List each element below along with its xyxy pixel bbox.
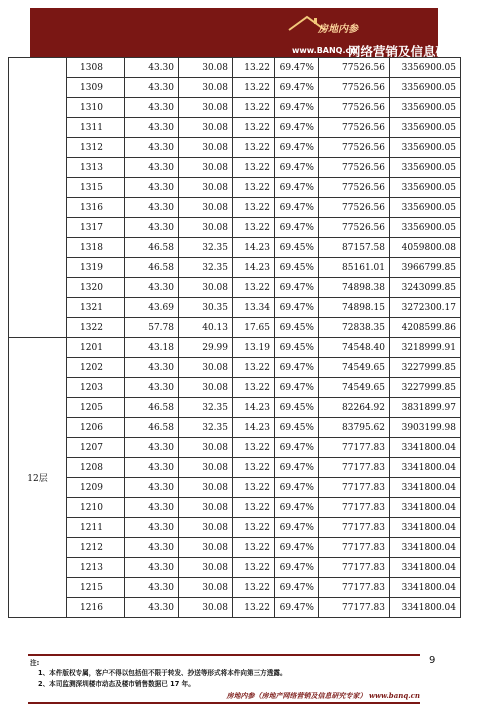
table-cell: 3341800.04 [390,458,461,478]
table-cell: 69.45% [275,238,319,258]
table-cell: 14.23 [233,418,275,438]
table-cell: 77526.56 [319,118,390,138]
table-cell: 30.08 [179,598,233,618]
table-cell: 3272300.17 [390,298,461,318]
table-cell: 3356900.05 [390,58,461,78]
table-cell: 57.78 [125,318,179,338]
table-cell: 69.47% [275,538,319,558]
table-cell: 30.08 [179,138,233,158]
table-cell: 3341800.04 [390,558,461,578]
table-cell: 69.45% [275,418,319,438]
table-cell: 13.22 [233,358,275,378]
table-cell: 1310 [67,98,125,118]
table-cell: 77177.83 [319,438,390,458]
table-cell: 1319 [67,258,125,278]
table-cell: 30.08 [179,498,233,518]
table-cell: 69.47% [275,198,319,218]
table-cell: 17.65 [233,318,275,338]
table-cell: 14.23 [233,398,275,418]
table-cell: 69.47% [275,478,319,498]
table-cell: 74898.38 [319,278,390,298]
table-cell: 13.34 [233,298,275,318]
table-cell: 1202 [67,358,125,378]
table-cell: 69.47% [275,378,319,398]
note-label: 注: [30,659,40,667]
table-cell: 3356900.05 [390,98,461,118]
table-cell: 3831899.97 [390,398,461,418]
table-cell: 30.08 [179,198,233,218]
table-cell: 3356900.05 [390,118,461,138]
table-cell: 1206 [67,418,125,438]
table-cell: 30.08 [179,58,233,78]
table-cell: 3341800.04 [390,498,461,518]
table-cell: 32.35 [179,258,233,278]
table-cell: 43.18 [125,338,179,358]
table-cell: 69.47% [275,358,319,378]
table-row [9,278,461,298]
table-cell: 77526.56 [319,158,390,178]
table-row [9,158,461,178]
table-cell: 4208599.86 [390,318,461,338]
table-cell: 30.08 [179,458,233,478]
table-row [9,378,461,398]
table-cell: 43.30 [125,478,179,498]
table-row [9,258,461,278]
table-cell: 43.30 [125,138,179,158]
table-cell: 77526.56 [319,78,390,98]
table-cell: 3218999.91 [390,338,461,358]
table-cell: 43.30 [125,598,179,618]
table-cell: 77177.83 [319,598,390,618]
table-cell: 13.22 [233,598,275,618]
table-cell: 69.45% [275,398,319,418]
table-cell: 3341800.04 [390,538,461,558]
table-row [9,178,461,198]
table-cell: 69.47% [275,298,319,318]
table-row [9,518,461,538]
table-cell: 13.22 [233,158,275,178]
table-cell: 30.08 [179,118,233,138]
table-cell: 43.30 [125,498,179,518]
table-cell: 30.08 [179,538,233,558]
table-cell: 1316 [67,198,125,218]
table-cell: 13.22 [233,118,275,138]
table-cell: 30.08 [179,278,233,298]
table-cell: 30.08 [179,478,233,498]
table-cell: 43.69 [125,298,179,318]
table-row [9,498,461,518]
table-row [9,298,461,318]
table-cell: 1201 [67,338,125,358]
table-cell: 3356900.05 [390,198,461,218]
table-cell: 30.08 [179,518,233,538]
table-row [9,58,461,78]
table-cell: 13.22 [233,578,275,598]
note-line-2: 2、本司监测深圳楼市动态及楼市销售数据已 17 年。 [38,680,195,688]
header-banner [30,8,486,59]
table-cell: 77526.56 [319,98,390,118]
table-cell: 3227999.85 [390,378,461,398]
table-cell: 82264.92 [319,398,390,418]
table-cell: 77177.83 [319,458,390,478]
table-row [9,338,461,358]
table-cell: 43.30 [125,458,179,478]
table-cell: 1211 [67,518,125,538]
table-row [9,138,461,158]
note-line-1: 1、本件版权专属，客户不得以包括但不限于转发、抄送等形式将本件向第三方透露。 [38,669,287,677]
table-row [9,538,461,558]
table-cell: 30.08 [179,78,233,98]
page-number: 9 [429,655,436,666]
table-row [9,198,461,218]
table-cell: 43.30 [125,158,179,178]
floor-cell [9,58,67,338]
table-cell: 1321 [67,298,125,318]
table-row [9,578,461,598]
table-cell: 43.30 [125,358,179,378]
table-cell: 1308 [67,58,125,78]
table-cell: 3243099.85 [390,278,461,298]
table-cell: 1320 [67,278,125,298]
table-cell: 1312 [67,138,125,158]
table-cell: 69.47% [275,518,319,538]
table-cell: 30.08 [179,438,233,458]
table-cell: 77177.83 [319,578,390,598]
table-cell: 13.22 [233,78,275,98]
table-cell: 3356900.05 [390,178,461,198]
table-cell: 74898.15 [319,298,390,318]
table-cell: 14.23 [233,258,275,278]
table-cell: 29.99 [179,338,233,358]
table-cell: 3341800.04 [390,598,461,618]
table-cell: 69.45% [275,258,319,278]
table-cell: 13.22 [233,438,275,458]
table-cell: 13.22 [233,518,275,538]
table-cell: 43.30 [125,58,179,78]
table-cell: 13.22 [233,98,275,118]
table-row [9,558,461,578]
table-cell: 13.22 [233,138,275,158]
floor-cell: 12层 [9,338,67,618]
table-cell: 69.45% [275,318,319,338]
table-cell: 13.22 [233,278,275,298]
table-cell: 46.58 [125,398,179,418]
table-cell: 69.47% [275,78,319,98]
table-cell: 3356900.05 [390,138,461,158]
table-cell: 1207 [67,438,125,458]
table-cell: 43.30 [125,198,179,218]
table-cell: 69.47% [275,558,319,578]
table-cell: 43.30 [125,118,179,138]
table-row [9,318,461,338]
table-cell: 3341800.04 [390,578,461,598]
table-cell: 69.47% [275,438,319,458]
table-cell: 77177.83 [319,538,390,558]
table-cell: 69.47% [275,118,319,138]
table-cell: 13.22 [233,538,275,558]
table-cell: 1210 [67,498,125,518]
table-cell: 77526.56 [319,218,390,238]
table-cell: 85161.01 [319,258,390,278]
footer-brand: 房地内参（房地产网络营销及信息研究专家） www.banq.cn [226,691,420,700]
table-cell: 3966799.85 [390,258,461,278]
table-cell: 1208 [67,458,125,478]
table-cell: 74548.40 [319,338,390,358]
table-row [9,438,461,458]
table-cell: 69.47% [275,138,319,158]
table-cell: 13.22 [233,198,275,218]
table-cell: 69.47% [275,98,319,118]
table-row [9,478,461,498]
table-row [9,118,461,138]
table-cell: 69.47% [275,178,319,198]
table-cell: 77177.83 [319,518,390,538]
table-cell: 72838.35 [319,318,390,338]
table-cell: 77526.56 [319,178,390,198]
table-cell: 1215 [67,578,125,598]
table-cell: 69.47% [275,218,319,238]
table-cell: 43.30 [125,578,179,598]
table-cell: 74549.65 [319,358,390,378]
table-cell: 43.30 [125,278,179,298]
table-cell: 69.47% [275,578,319,598]
table-cell: 77177.83 [319,498,390,518]
table-cell: 30.35 [179,298,233,318]
table-cell: 30.08 [179,178,233,198]
table-cell: 77526.56 [319,58,390,78]
table-cell: 13.22 [233,58,275,78]
table-cell: 13.22 [233,218,275,238]
table-cell: 32.35 [179,238,233,258]
table-cell: 69.47% [275,158,319,178]
table-cell: 43.30 [125,178,179,198]
table-cell: 30.08 [179,378,233,398]
table-cell: 1212 [67,538,125,558]
table-cell: 32.35 [179,398,233,418]
table-cell: 1311 [67,118,125,138]
table-cell: 3341800.04 [390,438,461,458]
table-cell: 3341800.04 [390,478,461,498]
table-cell: 1313 [67,158,125,178]
table-cell: 13.22 [233,178,275,198]
table-cell: 1318 [67,238,125,258]
table-cell: 3903199.98 [390,418,461,438]
table-cell: 30.08 [179,358,233,378]
table-cell: 1317 [67,218,125,238]
brand-logo-text: 房地内参 [318,24,358,35]
table-row [9,398,461,418]
header-title: 网络营销及信息研究专家 [348,44,486,59]
table-row [9,98,461,118]
table-cell: 14.23 [233,238,275,258]
footer-notes [28,654,420,704]
table-cell: 30.08 [179,558,233,578]
site-url: www.BANQ.cn [292,46,356,55]
table-cell: 30.08 [179,218,233,238]
table-cell: 43.30 [125,98,179,118]
table-row [9,598,461,618]
table-cell: 13.22 [233,378,275,398]
table-cell: 13.22 [233,558,275,578]
table-cell: 43.30 [125,518,179,538]
unit-price-table [8,57,461,618]
table-cell: 3341800.04 [390,518,461,538]
table-cell: 77526.56 [319,138,390,158]
table-cell: 43.30 [125,378,179,398]
table-cell: 1213 [67,558,125,578]
table-cell: 69.47% [275,58,319,78]
table-cell: 4059800.08 [390,238,461,258]
table-cell: 13.22 [233,498,275,518]
table-cell: 1203 [67,378,125,398]
table-cell: 74549.65 [319,378,390,398]
table-cell: 1322 [67,318,125,338]
table-cell: 1209 [67,478,125,498]
table-cell: 87157.58 [319,238,390,258]
table-row [9,78,461,98]
table-cell: 43.30 [125,438,179,458]
table-cell: 40.13 [179,318,233,338]
table-cell: 69.47% [275,598,319,618]
table-cell: 3227999.85 [390,358,461,378]
table-cell: 30.08 [179,98,233,118]
table-cell: 1309 [67,78,125,98]
table-cell: 1216 [67,598,125,618]
table-cell: 3356900.05 [390,158,461,178]
table-cell: 1315 [67,178,125,198]
table-cell: 43.30 [125,538,179,558]
table-cell: 3356900.05 [390,78,461,98]
table-cell: 69.45% [275,338,319,358]
table-cell: 69.47% [275,458,319,478]
table-row [9,358,461,378]
table-cell: 46.58 [125,238,179,258]
table-cell: 1205 [67,398,125,418]
table-row [9,218,461,238]
table-cell: 30.08 [179,578,233,598]
table-cell: 3356900.05 [390,218,461,238]
table-cell: 32.35 [179,418,233,438]
table-row [9,418,461,438]
table-cell: 13.22 [233,478,275,498]
table-cell: 43.30 [125,558,179,578]
table-cell: 13.19 [233,338,275,358]
table-cell: 69.47% [275,278,319,298]
table-row [9,238,461,258]
table-cell: 46.58 [125,258,179,278]
table-cell: 43.30 [125,218,179,238]
table-cell: 46.58 [125,418,179,438]
table-cell: 30.08 [179,158,233,178]
table-cell: 77177.83 [319,478,390,498]
table-row [9,458,461,478]
table-cell: 69.47% [275,498,319,518]
table-cell: 43.30 [125,78,179,98]
table-cell: 77177.83 [319,558,390,578]
table-cell: 77526.56 [319,198,390,218]
table-cell: 83795.62 [319,418,390,438]
table-cell: 13.22 [233,458,275,478]
